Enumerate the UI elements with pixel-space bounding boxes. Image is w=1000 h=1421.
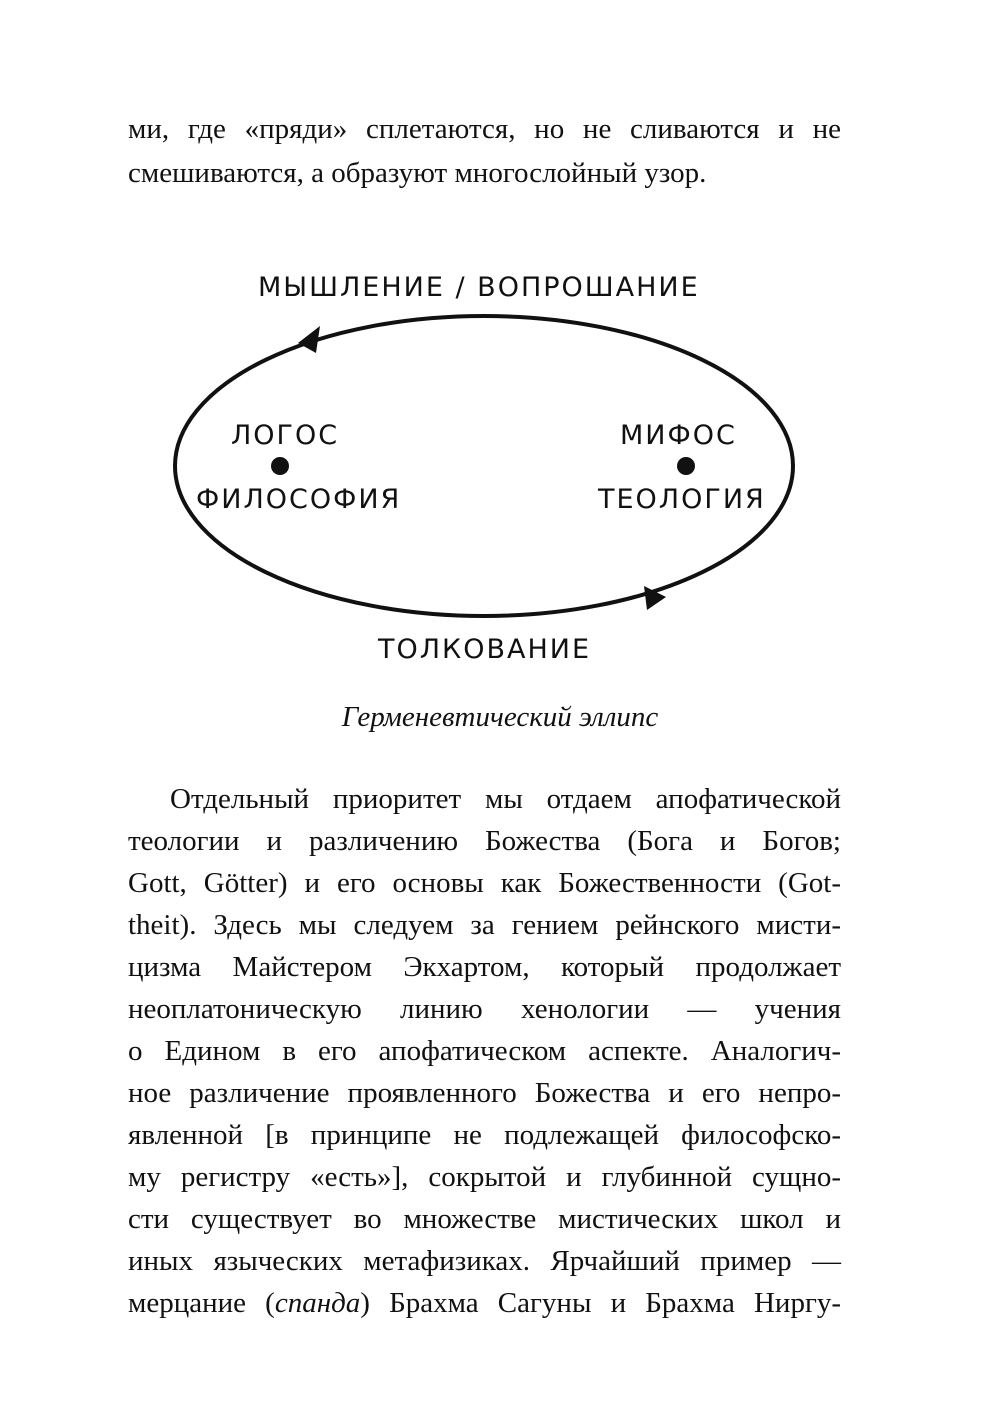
text-segment: мерцание ( <box>128 1287 275 1319</box>
text-line: Отдельный приоритет мы отдаем апофатической <box>170 783 841 815</box>
bottom-axis-label: ТОЛКОВАНИЕ <box>378 634 592 665</box>
right-focus-dot <box>677 457 695 475</box>
text-line: о Едином в его апофатическом аспекте. Аналогич- <box>128 1035 841 1067</box>
text-line: неоплатоническую линию хенологии — учения <box>128 993 841 1025</box>
right-focus-lower-label: ТЕОЛОГИЯ <box>598 484 766 515</box>
text-line: теологии и различению Божества (Бога и Богов; <box>128 825 841 857</box>
left-focus-lower-label: ФИЛОСОФИЯ <box>196 484 402 515</box>
text-line: му регистру «есть»], сокрытой и глубинной сущно- <box>128 1161 841 1193</box>
text-segment: ) Брахма Сагуны и Брахма Ниргу- <box>360 1287 841 1319</box>
text-line: смешиваются, а образуют многослойный узор. <box>128 157 707 189</box>
text-line: иных языческих метафизиках. Ярчайший пример — <box>128 1245 841 1277</box>
arrow-left-icon <box>298 326 320 353</box>
ellipse-path <box>175 316 793 616</box>
left-focus-upper-label: ЛОГОС <box>231 420 340 451</box>
top-axis-label: МЫШЛЕНИЕ / ВОПРОШАНИЕ <box>258 272 700 303</box>
text-line: ми, где «пряди» сплетаются, но не сливаются и не <box>128 113 841 145</box>
figure-caption: Герменевтический эллипс <box>341 701 659 733</box>
text-line: Gott, Götter) и его основы как Божественности (Got- <box>128 867 841 899</box>
left-focus-dot <box>271 457 289 475</box>
text-line: theit). Здесь мы следуем за гением рейнского мисти- <box>128 909 841 941</box>
text-line: цизма Майстером Экхартом, который продолжает <box>128 951 841 983</box>
text-line: сти существует во множестве мистических школ и <box>128 1203 841 1235</box>
text-line: ное различение проявленного Божества и его непро- <box>128 1077 841 1109</box>
hermeneutic-ellipse-diagram <box>0 0 1000 700</box>
right-focus-upper-label: МИФОС <box>620 420 737 451</box>
text-line-mixed <box>128 1282 841 1324</box>
italic-term: спанда <box>274 1287 361 1319</box>
text-line: явленной [в принципе не подлежащей философско- <box>128 1119 841 1151</box>
